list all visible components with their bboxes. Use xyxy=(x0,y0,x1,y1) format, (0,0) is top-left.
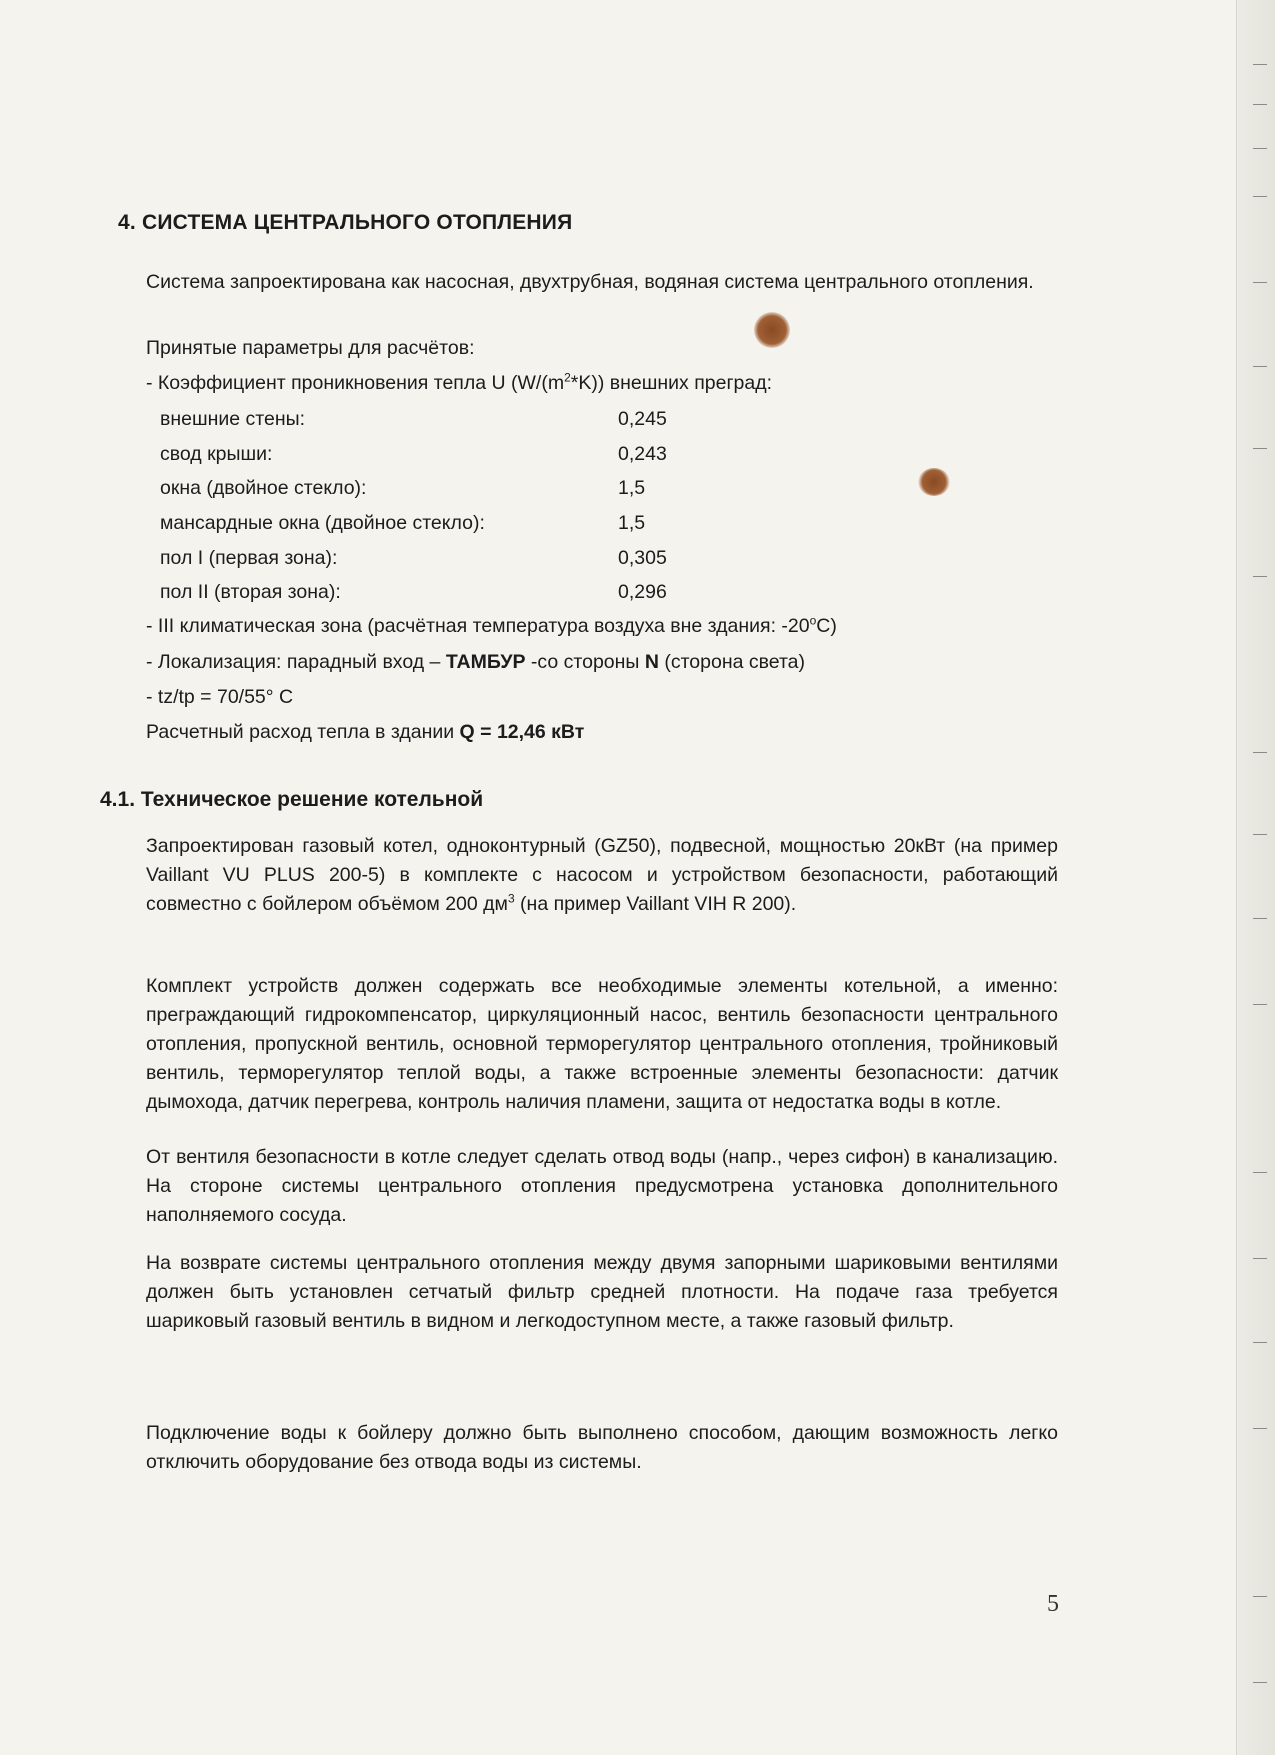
param-label: свод крыши: xyxy=(160,443,273,465)
edge-tick xyxy=(1253,1258,1267,1259)
paper-stain xyxy=(754,312,790,348)
section-4-1-title: 4.1. Техническое решение котельной xyxy=(100,788,484,811)
edge-tick xyxy=(1253,282,1267,283)
edge-tick xyxy=(1253,104,1267,105)
climate-zone-line xyxy=(146,612,837,641)
heat-demand-value: Q = 12,46 кВт xyxy=(459,721,585,743)
volume-exponent: 3 xyxy=(507,891,515,906)
localization-line xyxy=(146,648,805,677)
edge-tick xyxy=(1253,64,1267,65)
param-value: 1,5 xyxy=(618,477,646,499)
section-4-title: 4. СИСТЕМА ЦЕНТРАЛЬНОГО ОТОПЛЕНИЯ xyxy=(118,211,573,234)
page-number: 5 xyxy=(1047,1591,1059,1617)
intro-paragraph: Система запроектирована как насосная, двухтрубная, водяная система центрального отопления. xyxy=(146,271,1034,293)
coefficient-text-end: *K)) внешних преград: xyxy=(570,372,773,394)
params-heading: Принятые параметры для расчётов: xyxy=(146,337,475,359)
climate-text-end: C) xyxy=(816,615,837,637)
param-label: пол I (первая зона): xyxy=(160,547,338,569)
paper-stain xyxy=(918,468,950,496)
edge-tick xyxy=(1253,366,1267,367)
edge-tick xyxy=(1253,752,1267,753)
boiler-paragraph xyxy=(146,832,1058,919)
localization-text-end: (сторона света) xyxy=(658,651,806,673)
edge-tick xyxy=(1253,1004,1267,1005)
localization-direction: N xyxy=(644,651,659,673)
edge-tick xyxy=(1253,1342,1267,1343)
param-label: мансардные окна (двойное стекло): xyxy=(160,512,485,534)
coefficient-exponent: 2 xyxy=(564,370,571,385)
safety-valve-paragraph: От вентиля безопасности в котле следует сделать отвод воды (напр., через сифон) в канализацию. На стороне системы центрального отопления предусмотрена установка дополнительного наполняемого сосуда. xyxy=(146,1146,1058,1226)
heat-demand-line xyxy=(146,718,584,747)
param-label: внешние стены: xyxy=(160,408,306,430)
localization-text-mid: -со стороны xyxy=(525,651,645,673)
heat-demand-text: Расчетный расход тепла в здании xyxy=(146,721,460,743)
edge-tick xyxy=(1253,196,1267,197)
filter-paragraph: На возврате системы центрального отопления между двумя запорными шариковыми вентилями должен быть установлен сетчатый фильтр средней плотности. На подаче газа требуется шариковый газовый вентиль в видном и легкодоступном месте, а также газовый фильтр. xyxy=(146,1252,1058,1332)
param-label: пол II (вторая зона): xyxy=(160,581,341,603)
param-value: 0,296 xyxy=(618,581,667,603)
water-connection-paragraph: Подключение воды к бойлеру должно быть выполнено способом, дающим возможность легко отключить оборудование без отвода воды из системы. xyxy=(146,1422,1058,1473)
param-label: окна (двойное стекло): xyxy=(160,477,367,499)
temperature-line: - tz/tp = 70/55° C xyxy=(146,686,294,708)
param-value: 0,243 xyxy=(618,443,667,465)
coefficient-line xyxy=(146,369,772,398)
edge-tick xyxy=(1253,1682,1267,1683)
param-value: 0,305 xyxy=(618,547,667,569)
climate-text: - III климатическая зона (расчётная температура воздуха вне здания: -20 xyxy=(146,615,810,637)
degree-mark: o xyxy=(809,613,817,628)
localization-tambur: ТАМБУР xyxy=(445,651,526,673)
boiler-text-end: (на пример Vaillant VIH R 200). xyxy=(514,893,797,915)
edge-tick xyxy=(1253,148,1267,149)
edge-tick xyxy=(1253,1596,1267,1597)
edge-tick xyxy=(1253,918,1267,919)
edge-tick xyxy=(1253,1172,1267,1173)
coefficient-text: - Коэффициент проникновения тепла U (W/(m xyxy=(146,372,565,394)
edge-tick xyxy=(1253,1428,1267,1429)
param-value: 0,245 xyxy=(618,408,667,430)
boiler-text: Запроектирован газовый котел, одноконтурный (GZ50), подвесной, мощностью 20кВт (на пример Vaillant VU PLUS 200-5) в комплекте с насосом и устройством безопасности, работающий совместно с бойлером объёмом 200 дм xyxy=(146,835,1058,915)
edge-tick xyxy=(1253,448,1267,449)
edge-tick xyxy=(1253,576,1267,577)
edge-tick xyxy=(1253,834,1267,835)
page-edge xyxy=(1236,0,1275,1755)
localization-text: - Локализация: парадный вход – xyxy=(146,651,446,673)
param-value: 1,5 xyxy=(618,512,646,534)
equipment-paragraph: Комплект устройств должен содержать все необходимые элементы котельной, а именно: преграждающий гидрокомпенсатор, циркуляционный насос, вентиль безопасности центрального отопления, пропускной вентиль, основной терморегулятор центрального отопления, тройниковый вентиль, терморегулятор теплой воды, а также встроенные элементы безопасности: датчик дымохода, датчик перегрева, контроль наличия пламени, защита от недостатка воды в котле. xyxy=(146,975,1058,1113)
